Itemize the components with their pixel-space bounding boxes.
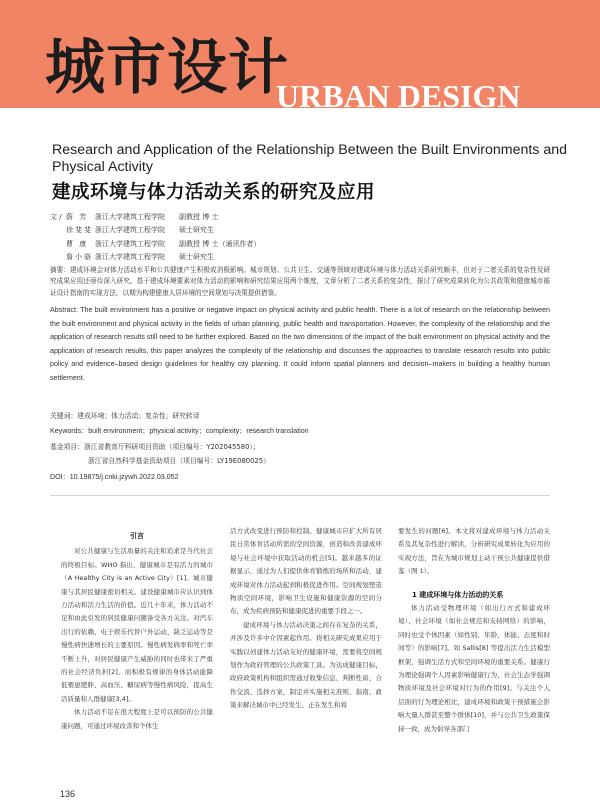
- author-row: [50, 224, 260, 237]
- author-name: 蔚 芳: [66, 213, 89, 221]
- funding-info: [50, 441, 270, 468]
- paragraph: 活方式改变进行预防和控制。健康城市应扩大所有居民日常体育活动所需的空间资源，创造和改善建成环境与社会环境中获取活动的机会[5]。越来越多的证据显示，通过为人们提供体育锻炼的场所和活动，建成环境对体力活动起到积极促进作用。空间规划塑造物质空间环境，影响卫生设施和健康资源的空间分布，成为疾病预防和健康促进的重要手段之一。: [230, 527, 382, 616]
- author-prefix: [50, 224, 66, 237]
- funding-line: 浙江省自然科学基金资助项目（项目编号：LY19E080025）: [88, 456, 270, 465]
- author-institution: 浙江大学建筑工程学院: [95, 226, 165, 235]
- author-institution: 浙江大学建筑工程学院: [95, 239, 165, 248]
- paragraph: 体力活动不足在很大程度上是可以预防的公共健康问题，可通过环境改善和个体生: [61, 708, 213, 730]
- banner-title-cn: 城市设计: [45, 33, 289, 103]
- author-list: [50, 211, 260, 264]
- author-prefix: [50, 238, 66, 251]
- author-institution: 浙江大学建筑工程学院: [95, 252, 165, 261]
- author-title: 硕士研究生: [179, 252, 214, 261]
- author-row: [50, 251, 260, 264]
- author-prefix: 文 /: [50, 213, 62, 221]
- page-number: 136: [60, 789, 76, 799]
- article-title-en: Research and Application of the Relationship Between the Built Environments and Physical Activity: [52, 142, 568, 175]
- section-heading: 1 建成环境与体力活动的关系: [412, 590, 504, 599]
- keywords-en: Keywords：built environment；physical activity；complexity；research translation: [50, 427, 309, 435]
- paragraph: 对公共健康与生活质量的关注和追求是当代社会的终极目标。WHO 指出，健康城市是有活力的城市（A Healthy City is an Active City）[1]。城市健康与其居民健康密切相关。建设健康城市应认识到体力活动和活力生活的价值。近几十年来，体力活动不足和由此引发的居民健康问题备受各方关注。对汽车出行的依赖、电子娱乐代替户外运动、缺乏运动等是慢性病快速增长的主要原因。慢性病发病率和死亡率不断上升，对居民健康产生威胁的同时也带来了严重的社会经济负担[2]。而积极有规律的身体活动能降低罹患肥胖、高血压、糖尿病等慢性病风险，提高生活质量和人群健康[3,4]。: [61, 547, 213, 703]
- abstract-en: Abstract: The built environment has a positive or negative impact on physical activity and public health. There is a lot of research on the relationship between the built environment and physical activity in the fields of urban planning, public health and transportation. However, the complexity of the relationship and the application of research results still need to be further explored. Based on the two dimensions of the impact of the built environment on physical activity and the application of research results, this paper analyzes the complexity of the relationship and discusses the approaches to translate research results into public policy and evidence–based design guidelines for healthy city planning. It could inform spatial planners and decision–makers in building a healthy human settlement.: [50, 306, 550, 382]
- abstract-cn: 摘要：建成环境会对体力活动水平和公共健康产生积极或消极影响。城市规划、公共卫生、交通等领域对建成环境与体力活动关系研究颇丰，但对于二者关系的复杂性及研究成果应用还亟待深入研究。基于建成环境要素对体力活动的影响和研究结果应用两个维度，文章分析了二者关系的复杂性，探讨了研究成果转化为公共政策和健康城市循证设计指南的实现方法，以期为构建健康人居环境的空间规划与决策提供借鉴。: [50, 266, 550, 297]
- author-name: 詹小骆: [66, 252, 93, 261]
- body-column-3: [398, 525, 550, 736]
- funding-line: 基金项目：浙江省教育厅科研项目资助（项目编号：Y202045580）；: [50, 443, 260, 451]
- author-row: [50, 238, 260, 251]
- body-column-1: [61, 530, 213, 733]
- paragraph: 要发生的问题[6]。本文将对建成环境与体力活动关系及其复杂性进行解读，分析研究成果转化为应用的实现方法，旨在为城市规划主动干预公共健康提供借鉴（图 1）。: [398, 527, 550, 576]
- author-name: 徐斐斐: [66, 226, 93, 235]
- author-title: 副教授 博 士: [179, 213, 219, 221]
- section-heading: 引言: [130, 532, 144, 540]
- header-banner: [0, 0, 600, 108]
- author-institution: 浙江大学建筑工程学院: [95, 213, 165, 221]
- doi: DOI：10.19875/j.cnki.jzywh.2022.03.052: [50, 473, 179, 481]
- author-title: 硕士研究生: [179, 226, 214, 235]
- divider: [50, 495, 550, 496]
- banner-title-en: URBAN DESIGN: [276, 78, 521, 108]
- author-row: [50, 211, 260, 224]
- author-prefix: [50, 251, 66, 264]
- article-title-cn: 建成环境与体力活动关系的研究及应用: [52, 182, 376, 203]
- author-title: 副教授 博 士（通讯作者）: [179, 239, 261, 248]
- paragraph: 建成环境与体力活动决策之间存在复杂的关系，并涉及许多中介因素起作用。将相关研究成果应用于实践以创建体力活动友好的健康环境，需要将空间规划作为政府管理的公共政策工具。为达成健康目标，政府政策机构和组织需通过收集信息、判断性质、合作交流、选择方案，制定并实施相关准则、指南、政策来解决城市中已经发生、正在发生和将: [230, 620, 382, 710]
- author-name: 曹 康: [66, 239, 89, 248]
- paragraph: 体力活动受物理环境（如出行方式和建成环境）、社会环境（如社会规范和支持网络）的影响，同时也受个体因素（如性别、年龄、体能、态度和时间等）的影响[7]。如 Sallis[8] 等提出活力生活模型框架，强调生活方式和空间环境的重要关系。健康行为理论强调个人因素影响健康行为，社会生态学强调物质环境及社会环境对行为的作用[9]。与关注个人层面的行为理论相比，建成环境和政策干预措施会影响大量人群甚至整个群体[10]，并与公共卫生政策保持一致，成为倡导各部门: [398, 604, 550, 733]
- keywords-cn: 关键词：建成环境；体力活动；复杂性；研究转译: [50, 412, 200, 420]
- body-column-2: [230, 525, 382, 713]
